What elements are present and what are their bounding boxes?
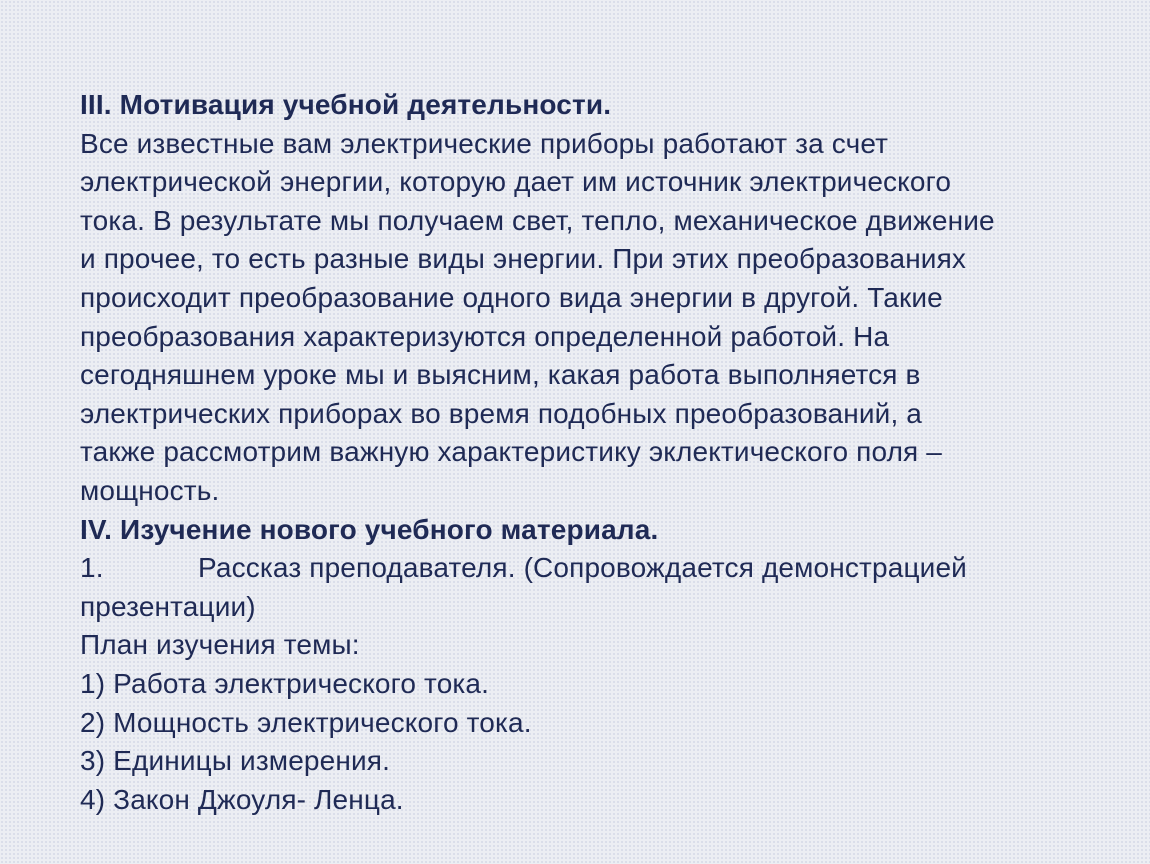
numbered-item-1 — [80, 549, 1080, 588]
section-3-line-8: электрических приборах во время подобных преобразований, а — [80, 397, 923, 429]
section-3-line-2: электрической энергии, которую дает им источник электрического — [80, 166, 952, 198]
section-3-line-5: происходит преобразование одного вида энергии в другой. Такие — [80, 281, 943, 313]
section-3-line-1: Все известные вам электрические приборы работают за счет — [80, 127, 889, 159]
section-3-line-7: сегодняшнем уроке мы и выясним, какая работа выполняется в — [80, 359, 921, 391]
section-3-line-9: также рассмотрим важную характеристику эклектического поля – — [80, 436, 943, 468]
plan-item-2: 2) Мощность электрического тока. — [80, 706, 532, 738]
section-3-line-4: и прочее, то есть разные виды энергии. При этих преобразованиях — [80, 243, 967, 275]
numbered-item-1-number: 1. — [80, 552, 104, 584]
section-3-heading: III. Мотивация учебной деятельности. — [80, 89, 612, 120]
section-4-heading: IV. Изучение нового учебного материала. — [80, 513, 659, 545]
slide-text-body — [80, 86, 1080, 846]
numbered-item-1-text: Рассказ преподавателя. (Сопровождается демонстрацией — [198, 552, 967, 584]
section-3-line-10: мощность. — [80, 474, 220, 506]
numbered-item-1-continuation: презентации) — [80, 590, 256, 622]
section-3-line-3: тока. В результате мы получаем свет, тепло, механическое движение — [80, 204, 995, 236]
plan-item-1: 1) Работа электрического тока. — [80, 667, 490, 699]
plan-title: План изучения темы: — [80, 629, 360, 661]
plan-item-3: 3) Единицы измерения. — [80, 745, 391, 777]
plan-item-4: 4) Закон Джоуля- Ленца. — [80, 783, 404, 815]
section-3-line-6: преобразования характеризуются определенной работой. На — [80, 320, 890, 352]
